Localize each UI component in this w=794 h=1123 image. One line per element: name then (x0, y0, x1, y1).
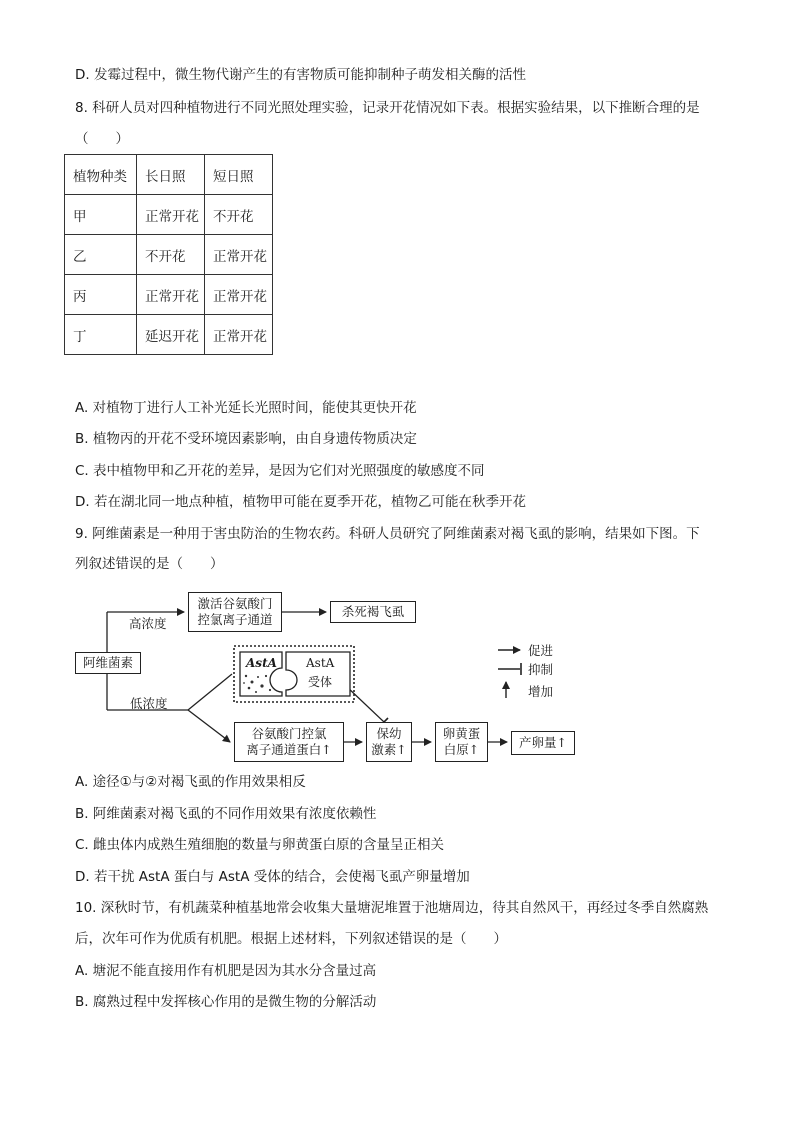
table-cell: 正常开花 (137, 275, 205, 315)
receptor-label-line2: 受体 (308, 675, 333, 689)
table-cell: 甲 (65, 195, 137, 235)
q10-stem-line1: 10. 深秋时节，有机蔬菜种植基地常会收集大量塘泥堆置于池塘周边，待其自然风干，再经过冬季自然腐熟 (75, 900, 709, 916)
q10-stem-line2: 后，次年可作为优质有机肥。根据上述材料，下列叙述错误的是（ ） (75, 931, 507, 947)
receptor-inhibit-line (346, 686, 384, 722)
vg-line2: 白原↑ (443, 742, 480, 757)
q8-option-d: D. 若在湖北同一地点种植，植物甲可能在夏季开花，植物乙可能在秋季开花 (75, 494, 526, 510)
high-concentration-label: 高浓度 (129, 616, 167, 631)
q8-option-a: A. 对植物丁进行人工补光延长光照时间，能使其更快开花 (75, 400, 417, 416)
receptor-label-line1: AstA (306, 656, 335, 670)
abamectin-box: 阿维菌素 (75, 652, 141, 674)
q9-option-d: D. 若干扰 AstA 蛋白与 AstA 受体的结合，会使褐飞虱产卵量增加 (75, 869, 470, 885)
table-header: 长日照 (137, 155, 205, 195)
table-cell: 乙 (65, 235, 137, 275)
q7-option-d: D. 发霉过程中，微生物代谢产生的有害物质可能抑制种子萌发相关酶的活性 (75, 67, 526, 83)
asta-label: AstA (246, 656, 277, 670)
juvenile-hormone-box (366, 722, 412, 762)
table-cell: 正常开花 (205, 275, 273, 315)
table-cell: 丙 (65, 275, 137, 315)
table-cell: 正常开花 (205, 315, 273, 355)
channel-protein-line1: 谷氨酸门控氯 (251, 726, 327, 741)
q8-paren: （ ） (75, 131, 129, 147)
table-cell: 不开花 (205, 195, 273, 235)
low-to-asta-line (188, 674, 232, 710)
kill-planthopper-box: 杀死褐飞虱 (330, 601, 416, 623)
vg-line1: 卵黄蛋 (442, 726, 481, 741)
q8-stem: 8. 科研人员对四种植物进行不同光照处理实验，记录开花情况如下表。根据实验结果，以下推断合理的是 (75, 100, 700, 116)
q9-option-c: C. 雌虫体内成熟生殖细胞的数量与卵黄蛋白原的含量呈正相关 (75, 837, 445, 853)
jh-line2: 激素↑ (371, 742, 407, 757)
table-cell: 不开花 (137, 235, 205, 275)
low-to-channel-arrow (188, 710, 230, 742)
q9-option-b: B. 阿维菌素对褐飞虱的不同作用效果有浓度依赖性 (75, 806, 377, 822)
low-concentration-label: 低浓度 (130, 696, 168, 711)
activate-channel-box (188, 592, 282, 632)
table-cell: 丁 (65, 315, 137, 355)
jh-line1: 保幼 (376, 726, 402, 741)
egg-production-box: 产卵量↑ (511, 731, 575, 755)
q8-option-b: B. 植物丙的开花不受环境因素影响，由自身遗传物质决定 (75, 431, 417, 447)
q9-option-a: A. 途径①与②对褐飞虱的作用效果相反 (75, 774, 306, 790)
table-cell: 延迟开花 (137, 315, 205, 355)
channel-protein-line2: 离子通道蛋白↑ (246, 742, 332, 757)
table-header: 短日照 (205, 155, 273, 195)
q10-option-b: B. 腐熟过程中发挥核心作用的是微生物的分解活动 (75, 994, 377, 1010)
q8-option-c: C. 表中植物甲和乙开花的差异，是因为它们对光照强度的敏感度不同 (75, 463, 485, 479)
vitellogenin-box (435, 722, 488, 762)
legend-inhibit-label: 抑制 (528, 662, 554, 677)
activate-channel-line2: 控氯离子通道 (197, 612, 273, 627)
legend-promote-label: 促进 (528, 643, 554, 658)
q9-stem-line2: 列叙述错误的是（ ） (75, 556, 224, 572)
channel-protein-box (234, 722, 344, 762)
legend-increase-label: 增加 (528, 684, 554, 699)
q9-stem-line1: 9. 阿维菌素是一种用于害虫防治的生物农药。科研人员研究了阿维菌素对褐飞虱的影响，结果如下图。下 (75, 526, 700, 542)
table-cell: 正常开花 (205, 235, 273, 275)
q10-option-a: A. 塘泥不能直接用作有机肥是因为其水分含量过高 (75, 963, 377, 979)
table-header: 植物种类 (65, 155, 137, 195)
activate-channel-line1: 激活谷氨酸门 (197, 596, 273, 611)
table-cell: 正常开花 (137, 195, 205, 235)
